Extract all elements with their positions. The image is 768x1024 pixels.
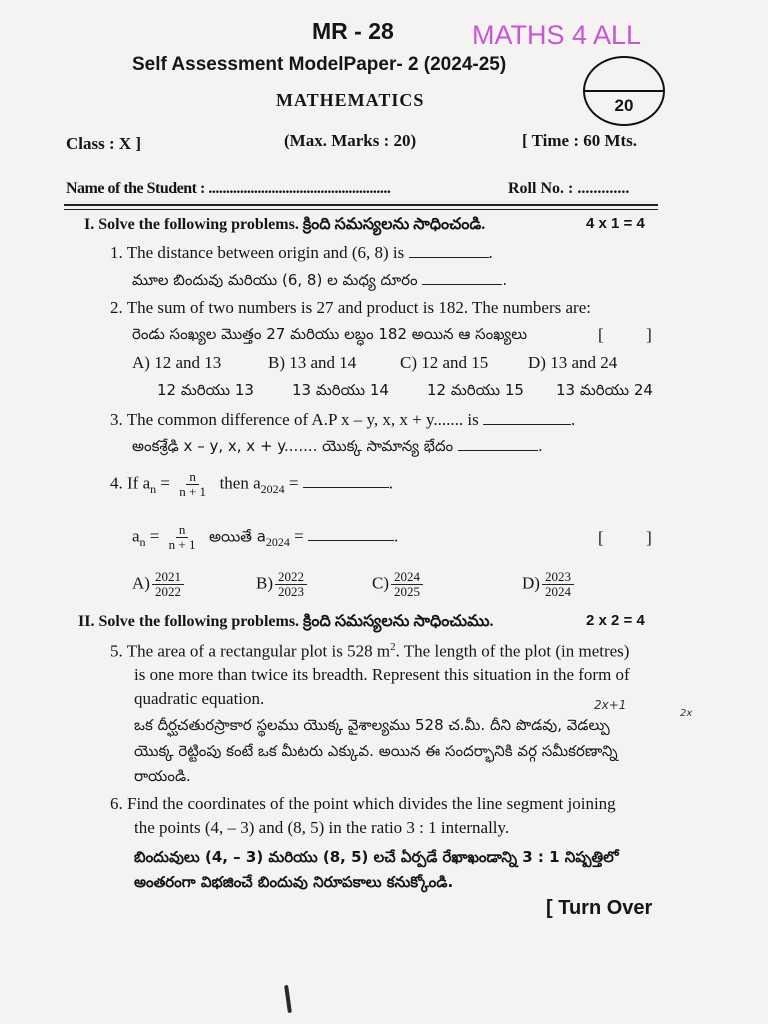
roll-no-line: Roll No. : ............. xyxy=(508,180,630,197)
q6-line1: 6. Find the coordinates of the point which divides the line segment joining xyxy=(110,794,616,813)
section2-marks: 2 x 2 = 4 xyxy=(586,612,645,629)
q4-sub-2024: 2024 xyxy=(260,481,285,496)
q5-telugu-2: యొక్క రెట్టింపు కంటే ఒక మీటరు ఎక్కువ. అయిన ఈ సందర్భానికి వర్గ సమీకరణాన్ని xyxy=(134,742,618,760)
max-marks: (Max. Marks : 20) xyxy=(284,131,417,150)
q2-option-c: C) 12 and 15 xyxy=(400,353,489,372)
q6-telugu-2: అంతరంగా విభజించే బిందువు నిరూపకాలు కనుక్కోండి. xyxy=(134,873,454,891)
q6-telugu-1: బిందువులు (4, – 3) మరియు (8, 5) లచే ఏర్పడే రేఖాఖండాన్ని 3 : 1 నిష్పత్తిలో xyxy=(134,848,619,866)
q4-answer-bracket: [ ] xyxy=(598,528,652,547)
q4-option-c-den: 2025 xyxy=(394,584,420,599)
handwritten-note-b: 2x xyxy=(680,708,693,719)
q5-telugu-3: రాయండి. xyxy=(134,767,191,785)
q3-telugu-blank xyxy=(458,450,538,451)
q6-line2: the points (4, – 3) and (8, 5) in the ratio 3 : 1 internally. xyxy=(134,818,510,837)
q5-line1 xyxy=(110,641,629,662)
q4-fraction xyxy=(176,470,209,499)
q4-blank xyxy=(303,487,389,488)
q4-te-fraction xyxy=(166,523,199,552)
time-label: [ Time : 60 Mts. xyxy=(522,131,638,150)
q4-option-c-frac xyxy=(391,570,423,599)
q4-ayite: అయితే a xyxy=(208,527,266,546)
q5-sup: 2 xyxy=(390,641,396,653)
marks-total: 20 xyxy=(614,96,634,115)
q4-option-b-label: B) xyxy=(256,573,273,593)
subject-heading: MATHEMATICS xyxy=(276,90,425,110)
q2-option-a-te: 12 మరియు 13 xyxy=(157,381,254,399)
q4-option-d-frac xyxy=(542,570,574,599)
q4-option-d-label: D) xyxy=(522,573,540,593)
divider-top xyxy=(64,204,658,206)
q4-sub-n: n xyxy=(150,481,157,496)
q4-option-b-frac xyxy=(275,570,307,599)
q5-line1b: . The length of the plot (in metres) xyxy=(395,641,630,661)
q1-telugu-text: మూల బిందువు మరియు (6, 8) ల మధ్య దూరం xyxy=(132,271,418,289)
q1-text: 1. The distance between origin and (6, 8) is xyxy=(110,243,405,262)
q3-telugu-text: అంకశ్రేఢి x – y, x, x + y....... యొక్క సామాన్య భేదం xyxy=(132,437,454,455)
q4-frac-den: n + 1 xyxy=(179,484,207,499)
q5-line3: quadratic equation. xyxy=(134,689,265,708)
q5-line2: is one more than twice its breadth. Represent this situation in the form of xyxy=(134,665,630,684)
q2-english: 2. The sum of two numbers is 27 and product is 182. The numbers are: xyxy=(110,298,591,317)
q4-te-blank xyxy=(308,540,394,541)
class-label: Class : X ] xyxy=(66,134,142,153)
q4-option-d xyxy=(522,570,576,599)
q4-then: then a xyxy=(219,473,261,493)
q4-option-a xyxy=(132,570,186,599)
section1-marks: 4 x 1 = 4 xyxy=(586,215,645,232)
ink-mark xyxy=(284,985,292,1013)
q4-option-d-den: 2024 xyxy=(544,584,571,599)
q4-option-a-label: A) xyxy=(132,573,150,593)
q4-te-frac-den: n + 1 xyxy=(168,537,196,552)
paper-title: Self Assessment ModelPaper- 2 (2024-25) xyxy=(132,54,507,75)
q1-telugu-blank xyxy=(422,284,502,285)
divider-bottom xyxy=(64,209,658,210)
q3-telugu: అంకశ్రేఢి x – y, x, x + y....... యొక్క సామాన్య భేదం . xyxy=(132,437,543,455)
q4-option-b-num: 2022 xyxy=(275,570,307,585)
q2-option-d: D) 13 and 24 xyxy=(528,353,618,372)
q2-option-a: A) 12 and 13 xyxy=(132,353,222,372)
q4-if: 4. If a xyxy=(110,473,151,493)
watermark-text: MATHS 4 ALL xyxy=(472,20,642,50)
q2-option-c-te: 12 మరియు 15 xyxy=(427,381,524,399)
q4-option-c xyxy=(372,570,425,599)
q4-option-c-num: 2024 xyxy=(391,570,423,585)
q4-te-sub-2024: 2024 xyxy=(265,534,290,549)
q3-blank xyxy=(483,424,571,425)
turn-over: [ Turn Over xyxy=(546,897,653,919)
q5-line1-text: 5. The area of a rectangular plot is 528 m xyxy=(110,641,391,661)
q4-te-eq: = xyxy=(145,526,164,546)
q2-option-b: B) 13 and 14 xyxy=(268,353,357,372)
q4-an: a xyxy=(132,526,140,546)
q4-option-a-frac xyxy=(152,570,184,599)
q4-te-frac-num: n xyxy=(176,523,189,538)
q2-answer-bracket: [ ] xyxy=(598,325,652,344)
q4-telugu: $a_n$ = $\frac{n}{n + 1}$ అయితే $a_{2024}$ = . xyxy=(132,522,399,552)
q1-telugu: మూల బిందువు మరియు (6, 8) ల మధ్య దూరం . xyxy=(132,271,508,289)
q2-option-b-te: 13 మరియు 14 xyxy=(292,381,389,399)
q4-option-a-den: 2022 xyxy=(154,584,181,599)
section1-heading: I. Solve the following problems. క్రింది సమస్యలను సాధించండి. xyxy=(84,216,486,233)
q4-option-b xyxy=(256,570,309,599)
handwritten-note-a: 2x+1 xyxy=(594,698,627,712)
q4-frac-num: n xyxy=(186,470,199,485)
q4-te-sub-n: n xyxy=(139,534,146,549)
q3-text: 3. The common difference of A.P x – y, x, x + y....... is xyxy=(110,410,479,429)
marks-circle xyxy=(583,56,665,126)
section2-heading: II. Solve the following problems. క్రింది సమస్యలను సాధించుము. xyxy=(78,613,494,630)
q1-english: 1. The distance between origin and (6, 8) is . xyxy=(110,243,493,262)
q5-telugu-1: ఒక దీర్ఘచతురస్రాకార స్థలము యొక్క వైశాల్యము 528 చ.మీ. దీని పొడవు, వెడల్పు xyxy=(134,716,610,734)
q4-option-a-num: 2021 xyxy=(152,570,184,585)
q4-option-b-den: 2023 xyxy=(278,584,304,599)
q2-option-d-te: 13 మరియు 24 xyxy=(556,381,653,399)
student-name-line: Name of the Student : .................................................... xyxy=(66,180,391,197)
q2-telugu: రెండు సంఖ్యల మొత్తం 27 మరియు లబ్ధం 182 అయిన ఆ సంఖ్యలు xyxy=(132,325,528,343)
q4-option-d-num: 2023 xyxy=(542,570,574,585)
q4-option-c-label: C) xyxy=(372,573,389,593)
paper-code: MR - 28 xyxy=(312,18,394,44)
q3-english: 3. The common difference of A.P x – y, x, x + y....... is . xyxy=(110,410,576,429)
q4-english: 4. If $a_n$ = $\frac{n}{n + 1}$ then $a_{2024}$ = . xyxy=(110,469,393,499)
q4-eq: = xyxy=(156,473,175,493)
q1-blank xyxy=(409,257,489,258)
